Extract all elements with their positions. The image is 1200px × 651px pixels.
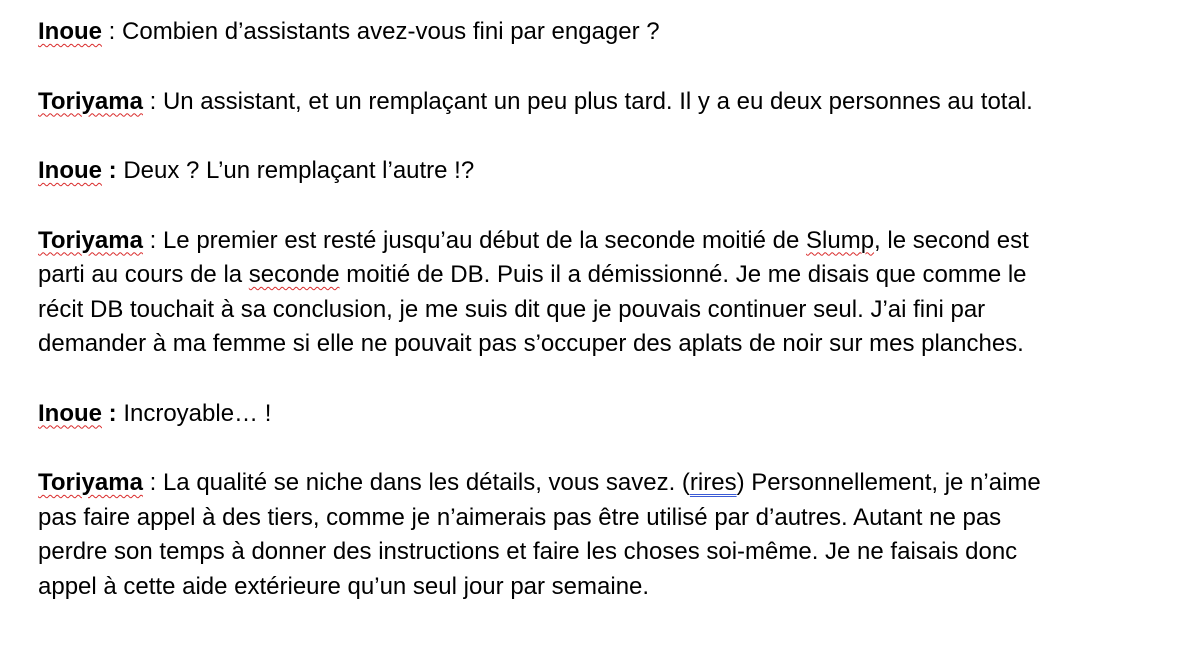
- text-line: appel à cette aide extérieure qu’un seul jour par semaine.: [38, 572, 650, 600]
- dialogue-paragraph: [38, 154, 1158, 189]
- grammar-flag-word: rires: [689, 469, 737, 496]
- dialogue-text: Combien d’assistants avez-vous fini par engager ?: [122, 18, 660, 45]
- text-line: [38, 258, 1158, 293]
- speaker-separator: :: [102, 399, 124, 427]
- text-line: [38, 466, 1158, 501]
- text-line: pas faire appel à des tiers, comme je n’aimerais pas être utilisé par d’autres. Autant ne pas: [38, 503, 1002, 531]
- document-body[interactable]: [38, 15, 1158, 639]
- dialogue-text: Le premier est resté jusqu’au début de la seconde moitié de: [162, 226, 807, 254]
- speaker-name: Inoue: [38, 18, 102, 45]
- text-line: [38, 224, 1158, 259]
- speaker-separator: :: [142, 469, 163, 496]
- text-line: récit DB touchait à sa conclusion, je me suis dit que je pouvais continuer seul. J’ai fini par: [38, 295, 986, 323]
- dialogue-text: Incroyable… !: [123, 399, 272, 427]
- dialogue-text: moitié de DB. Puis il a démissionné. Je me disais que comme le: [339, 261, 1027, 288]
- speaker-name: Toriyama: [38, 87, 143, 115]
- spellcheck-word: Slump: [806, 226, 875, 254]
- dialogue-text: , le second est: [874, 226, 1029, 254]
- text-line: perdre son temps à donner des instructions et faire les choses soi-même. Je ne faisais donc: [38, 538, 1018, 565]
- dialogue-paragraph: [38, 15, 1158, 50]
- dialogue-text: Deux ? L’un remplaçant l’autre !?: [123, 157, 475, 184]
- dialogue-text: La qualité se niche dans les détails, vous savez. (: [162, 469, 690, 496]
- spellcheck-word: seconde: [248, 261, 340, 288]
- dialogue-paragraph: [38, 466, 1158, 604]
- speaker-name: Inoue: [38, 399, 102, 427]
- dialogue-paragraph: [38, 397, 1158, 432]
- text-line: demander à ma femme si elle ne pouvait pas s’occuper des aplats de noir sur mes planches.: [38, 330, 1024, 357]
- speaker-name: Toriyama: [38, 469, 143, 496]
- dialogue-text: parti au cours de la: [38, 261, 249, 288]
- speaker-name: Inoue: [38, 157, 102, 184]
- speaker-separator: :: [142, 226, 163, 254]
- speaker-name: Toriyama: [38, 226, 143, 254]
- speaker-separator: :: [142, 87, 163, 115]
- speaker-separator: :: [102, 157, 124, 184]
- dialogue-text: ) Personnellement, je n’aime: [736, 469, 1041, 496]
- speaker-separator: :: [102, 18, 123, 45]
- dialogue-paragraph: [38, 85, 1158, 120]
- dialogue-text: Un assistant, et un remplaçant un peu plus tard. Il y a eu deux personnes au total.: [162, 87, 1033, 115]
- dialogue-paragraph: [38, 224, 1158, 362]
